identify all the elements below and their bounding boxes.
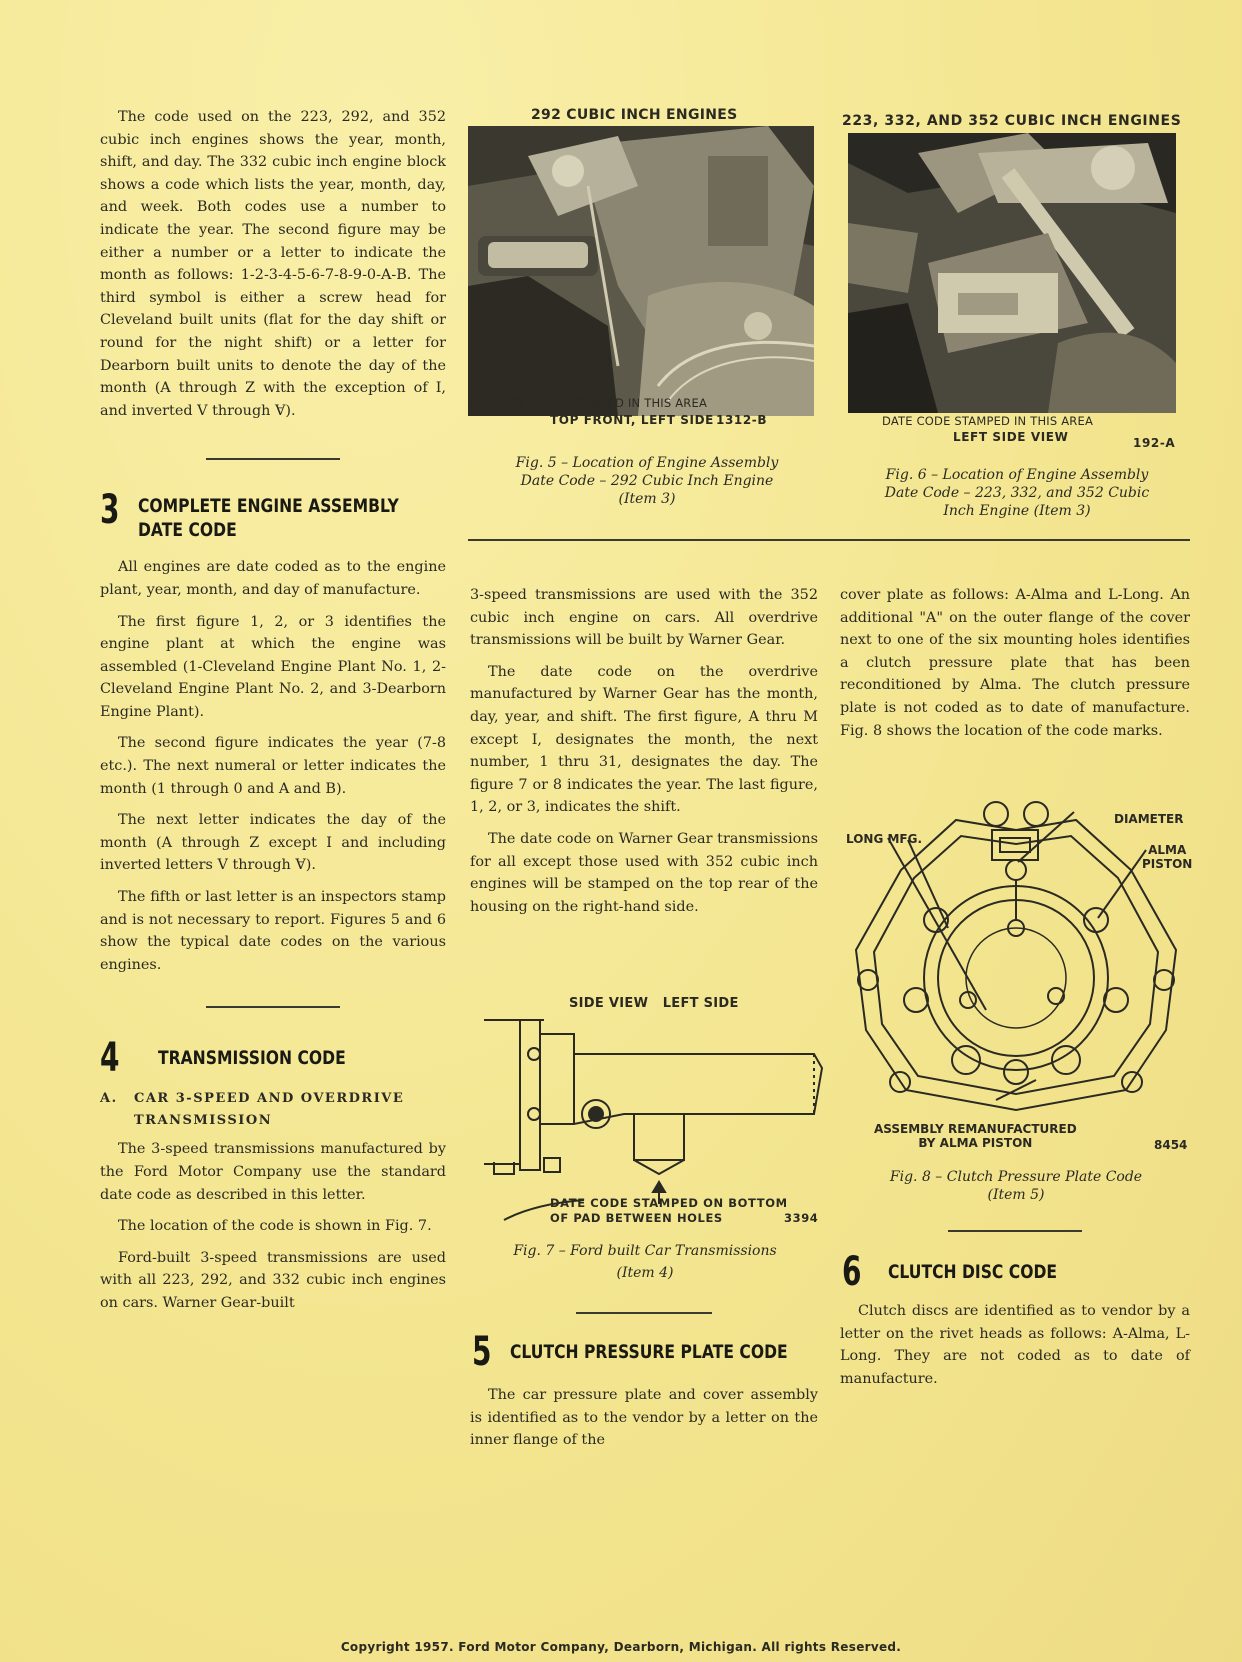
section-divider <box>948 1230 1082 1232</box>
label-assembly-remanufactured: ASSEMBLY REMANUFACTURED BY ALMA PISTON <box>874 1122 1077 1150</box>
figure-6-stamp-label: DATE CODE STAMPED IN THIS AREA <box>882 414 1094 428</box>
paragraph: The second figure indicates the year (7-8 etc.). The next numeral or letter indicates the month (1 through 0 and A and B). <box>100 735 446 797</box>
figure-8-caption: Fig. 8 – Clutch Pressure Plate Code (Item 5) <box>889 1169 1143 1203</box>
paragraph: Clutch discs are identified as to vendor by a letter on the rivet heads as follows: A-Alma, L-Long. They are not coded as to date of manufacture. <box>840 1303 1190 1387</box>
section-title: CLUTCH DISC CODE <box>888 1261 1058 1283</box>
section-title: CLUTCH PRESSURE PLATE CODE <box>510 1341 788 1363</box>
section-6-heading <box>842 1249 1094 1295</box>
intro-paragraph: The code used on the 223, 292, and 352 cubic inch engines shows the year, month, shift, and day. The 332 cubic inch engine block shows a code which lists the year, month, day, and week. Both codes use a number to indicate the year. The second figure may be either a number or a letter to indicate the month as follows: 1-2-3-4-5-6-7-8-9-0-A-B. The third symbol is either a screw head for Cleveland built units (flat for the day shift or round for the night shift) or a letter for Dearborn built units to denote the day of the month (A through Z with the exception of I, and inverted V through Ɐ). <box>100 109 446 419</box>
figure-7-ref: 3394 <box>784 1211 819 1225</box>
figure-7-stamp-label: DATE CODE STAMPED ON BOTTOM <box>550 1196 788 1210</box>
figure-7-caption: Fig. 7 – Ford built Car Transmissions (Item 4) <box>513 1243 777 1281</box>
section-divider <box>206 458 340 460</box>
engine-photo <box>848 133 1176 413</box>
figure-divider <box>468 539 1190 541</box>
section-divider <box>206 1006 340 1008</box>
figure-5-title: 292 CUBIC INCH ENGINES <box>531 107 738 123</box>
section-title: COMPLETE ENGINE ASSEMBLY DATE CODE <box>137 495 399 542</box>
figure-7-stamp-label-2: OF PAD BETWEEN HOLES <box>550 1211 723 1225</box>
copyright-footer: Copyright 1957. Ford Motor Company, Dearborn, Michigan. All rights Reserved. <box>340 1640 902 1654</box>
section-4-heading <box>100 1035 446 1082</box>
paragraph: 3-speed transmissions are used with the 352 cubic inch engine on cars. All overdrive transmissions will be built by Warner Gear. <box>470 587 818 649</box>
clutch-plate-diagram <box>846 800 1182 1120</box>
figure-6-ref: 192-A <box>1133 436 1176 450</box>
paragraph: cover plate as follows: A-Alma and L-Long. An additional "A" on the outer flange of the cover next to one of the six mounting holes identifies a clutch pressure plate that has been reconditioned by Alma. The clutch pressure plate is not coded as to date of manufacture. Fig. 8 shows the location of the code marks. <box>840 587 1190 739</box>
section-number: 3 <box>100 487 120 534</box>
paragraph: The first figure 1, 2, or 3 identifies the engine plant at which the engine was assembled (1-Cleveland Engine Plant No. 1, 2-Cleveland Engine Plant No. 2, and 3-Dearborn Engine Plant). <box>100 613 446 720</box>
section-title: TRANSMISSION CODE <box>158 1047 346 1070</box>
figure-6-view-label: LEFT SIDE VIEW <box>953 430 1069 444</box>
paragraph: The date code on the overdrive manufactured by Warner Gear has the month, day, year, and shift. The first figure, A thru M except I, designates the month, the next number, 1 thru 31, designates the day. The figure 7 or 8 indicates the year. The last figure, 1, 2, or 3, indicates the shift. <box>470 663 818 816</box>
section-5-heading <box>472 1329 849 1375</box>
section-number: 4 <box>100 1035 120 1082</box>
label-alma-piston: ALMA PISTON <box>1142 843 1193 871</box>
paragraph: Ford-built 3-speed transmissions are used with all 223, 292, and 332 cubic inch engines on cars. Warner Gear-built <box>100 1249 446 1311</box>
figure-6-caption: Fig. 6 – Location of Engine Assembly Date Code – 223, 332, and 352 Cubic Inch Engine (Item 3) <box>884 467 1150 519</box>
figure-6-title: 223, 332, AND 352 CUBIC INCH ENGINES <box>842 113 1182 129</box>
paragraph: The 3-speed transmissions manufactured by the Ford Motor Company use the standard date code as described in this letter. <box>100 1141 446 1203</box>
section-number: 5 <box>472 1329 492 1375</box>
section-6-body <box>840 1300 1190 1399</box>
paragraph: The fifth or last letter is an inspectors stamp and is not necessary to report. Figures 5 and 6 show the typical date codes on the various engines. <box>100 889 446 973</box>
paragraph: The car pressure plate and cover assembly is identified as to the vendor by a letter on the inner flange of the <box>470 1387 818 1449</box>
right-column <box>840 584 1190 751</box>
section-5-body <box>470 1384 818 1461</box>
engine-photo <box>468 126 814 416</box>
figure-8-ref: 8454 <box>1154 1138 1188 1152</box>
figure-5-caption: Fig. 5 – Location of Engine Assembly Date Code – 292 Cubic Inch Engine (Item 3) <box>515 455 779 507</box>
engine-photo-drawing <box>848 133 1176 413</box>
label-long-mfg: LONG MFG. <box>846 832 923 846</box>
engine-photo-drawing <box>468 126 814 416</box>
section-divider <box>576 1312 712 1314</box>
left-column <box>100 106 446 1324</box>
label-diameter: DIAMETER <box>1114 812 1184 826</box>
paragraph: The next letter indicates the day of the month (A through Z except I and including inverted letters V through Ɐ). <box>100 812 446 874</box>
paragraph: The date code on Warner Gear transmissions for all except those used with 352 cubic inch engines will be stamped on the top rear of the housing on the right-hand side. <box>470 830 818 915</box>
figure-5-ref: 1312-B <box>716 413 768 427</box>
paragraph: All engines are date coded as to the engine plant, year, month, and day of manufacture. <box>100 559 446 598</box>
figure-5-stamp-label: DATE CODE STAMPED IN THIS AREA <box>496 396 708 410</box>
section-number: 6 <box>842 1249 862 1295</box>
figure-5-view-label: TOP FRONT, LEFT SIDE <box>550 413 714 427</box>
section-3-heading <box>100 487 446 542</box>
middle-column <box>470 584 818 927</box>
figure-7-title: SIDE VIEW LEFT SIDE <box>569 996 739 1011</box>
subsection-heading: A. CAR 3-SPEED AND OVERDRIVE TRANSMISSION <box>100 1091 405 1129</box>
paragraph: The location of the code is shown in Fig. 7. <box>118 1218 432 1235</box>
